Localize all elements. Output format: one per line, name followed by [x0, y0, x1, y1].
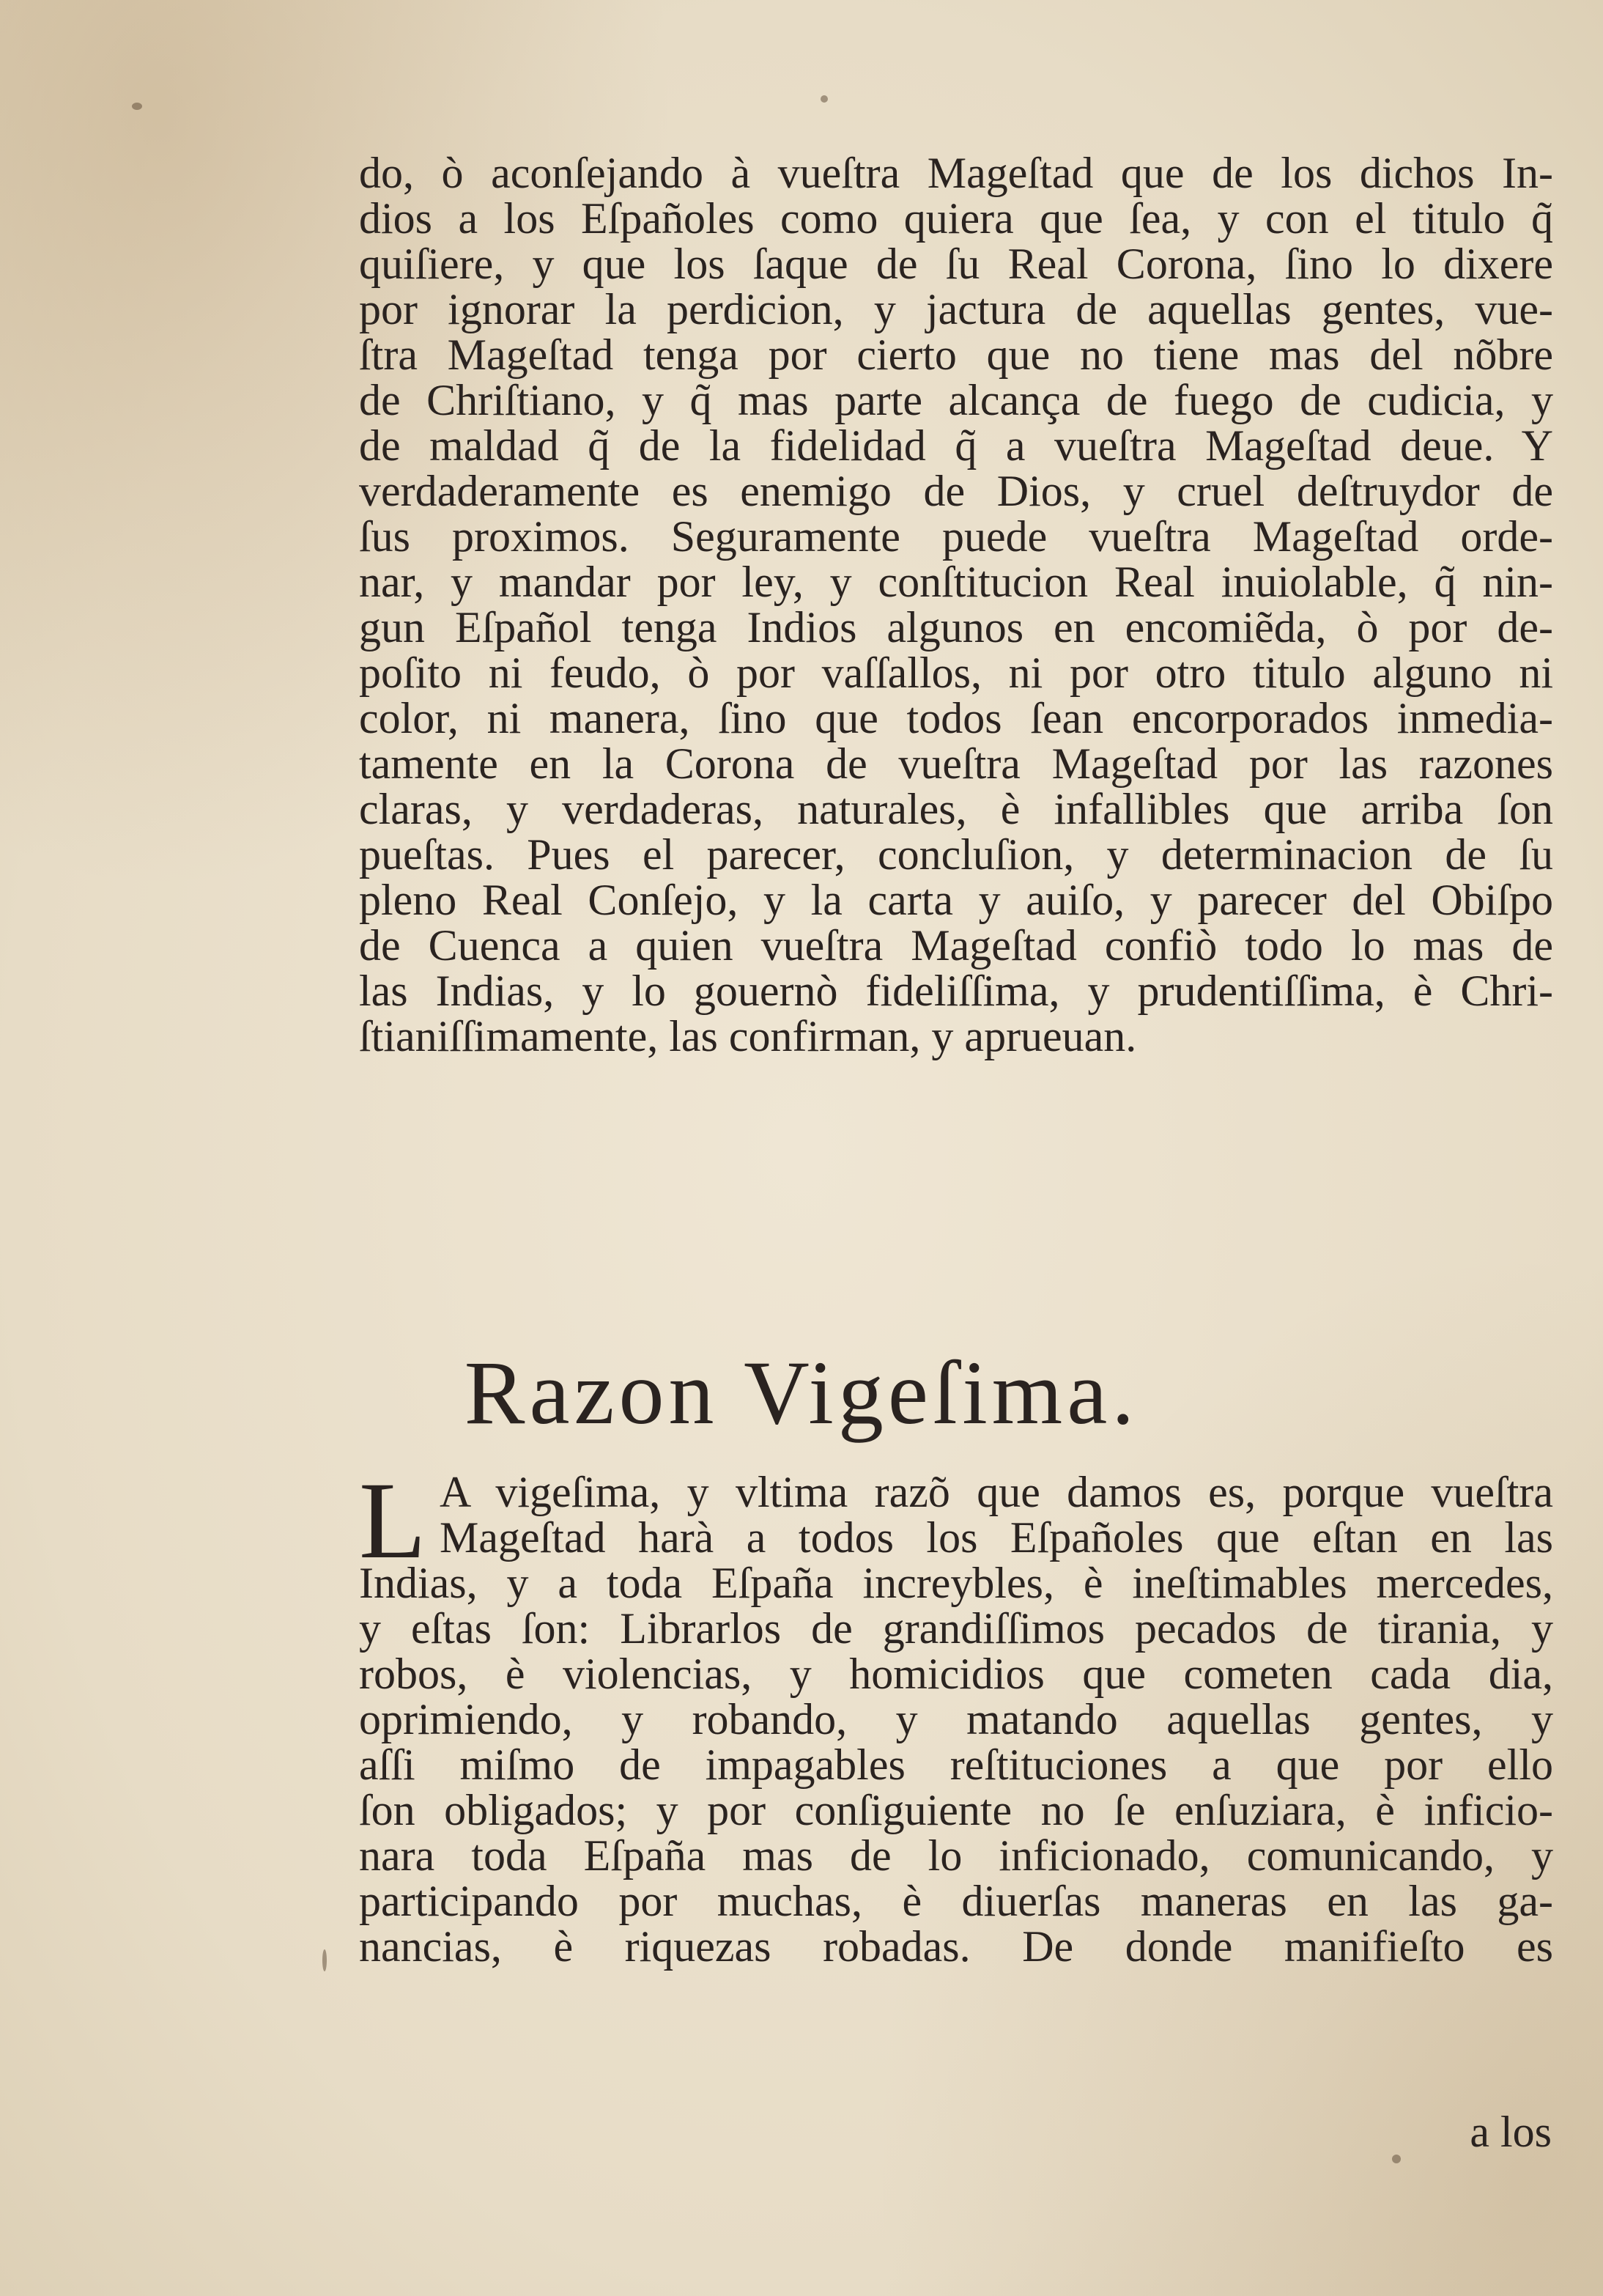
section-heading: Razon Vigeſima. [464, 1343, 1139, 1443]
text-line: do, ò aconſejando à vueſtra Mageſtad que de los dichos In- [359, 149, 1553, 197]
text-line: ſtianiſſimamente, las confirman, y aprueuan. [359, 1012, 1137, 1060]
text-line: pleno Real Conſejo, y la carta y auiſo, y parecer del Obiſpo [359, 876, 1553, 924]
text-line: oprimiendo, y robando, y matando aquellas gentes, y [359, 1695, 1553, 1743]
text-line: aſſi miſmo de impagables reſtituciones a que por ello [359, 1741, 1553, 1789]
text-line: nara toda Eſpaña mas de lo inficionado, comunicando, y [359, 1831, 1553, 1880]
text-line: nar, y mandar por ley, y conſtitucion Real inuiolable, q̃ nin- [359, 558, 1553, 606]
text-line: ſtra Mageſtad tenga por cierto que no tiene mas del nõbre [359, 331, 1553, 379]
top-paragraph [359, 150, 1553, 1059]
text-line: dios a los Eſpañoles como quiera que ſea, y con el titulo q̃ [359, 194, 1553, 243]
foxing-spot [821, 95, 828, 103]
text-line: nancias, è riquezas robadas. De donde manifieſto es [359, 1922, 1553, 1971]
text-line: Indias, y a toda Eſpaña increybles, è ineſtimables mercedes, [359, 1559, 1553, 1607]
text-line: quiſiere, y que los ſaque de ſu Real Corona, ſino lo dixere [359, 240, 1553, 288]
text-line: de Chriſtiano, y q̃ mas parte alcança de fuego de cudicia, y [359, 376, 1553, 424]
text-line: claras, y verdaderas, naturales, è infallibles que arriba ſon [359, 785, 1553, 833]
text-line: gun Eſpañol tenga Indios algunos en encomiẽda, ò por de- [359, 603, 1553, 651]
text-line: color, ni manera, ſino que todos ſean encorporados inmedia- [359, 694, 1553, 742]
drop-cap: L [359, 1460, 426, 1581]
text-line: de Cuenca a quien vueſtra Mageſtad confiò todo lo mas de [359, 921, 1553, 970]
text-line: y eſtas ſon: Librarlos de grandiſſimos pecados de tirania, y [359, 1604, 1553, 1653]
text-line: tamente en la Corona de vueſtra Mageſtad por las razones [359, 739, 1553, 788]
foxing-spot [322, 1949, 327, 1971]
text-line: verdaderamente es enemigo de Dios, y cruel deſtruydor de [359, 467, 1553, 515]
foxing-spot [1392, 2155, 1401, 2163]
text-line: A vigeſima, y vltima razõ que damos es, porque vueſtra [440, 1468, 1553, 1516]
text-line: poſito ni feudo, ò por vaſſallos, ni por otro titulo alguno ni [359, 649, 1553, 697]
text-line: por ignorar la perdicion, y jactura de aquellas gentes, vue- [359, 285, 1553, 333]
foxing-spot [132, 103, 142, 110]
text-line: de maldad q̃ de la fidelidad q̃ a vueſtra Mageſtad deue. Y [359, 421, 1553, 470]
text-line: ſus proximos. Seguramente puede vueſtra Mageſtad orde- [359, 512, 1553, 561]
catchword: a los [1470, 2108, 1552, 2156]
text-line: participando por muchas, è diuerſas maneras en las ga- [359, 1877, 1553, 1925]
text-line: ſon obligados; y por conſiguiente no ſe enſuziara, è inficio- [359, 1786, 1553, 1834]
text-line: las Indias, y lo gouernò fideliſſima, y prudentiſſima, è Chri- [359, 967, 1553, 1015]
bottom-paragraph [359, 1469, 1553, 1969]
text-line: pueſtas. Pues el parecer, concluſion, y determinacion de ſu [359, 830, 1553, 879]
text-line: Mageſtad harà a todos los Eſpañoles que eſtan en las [440, 1513, 1553, 1562]
text-line: robos, è violencias, y homicidios que cometen cada dia, [359, 1650, 1553, 1698]
